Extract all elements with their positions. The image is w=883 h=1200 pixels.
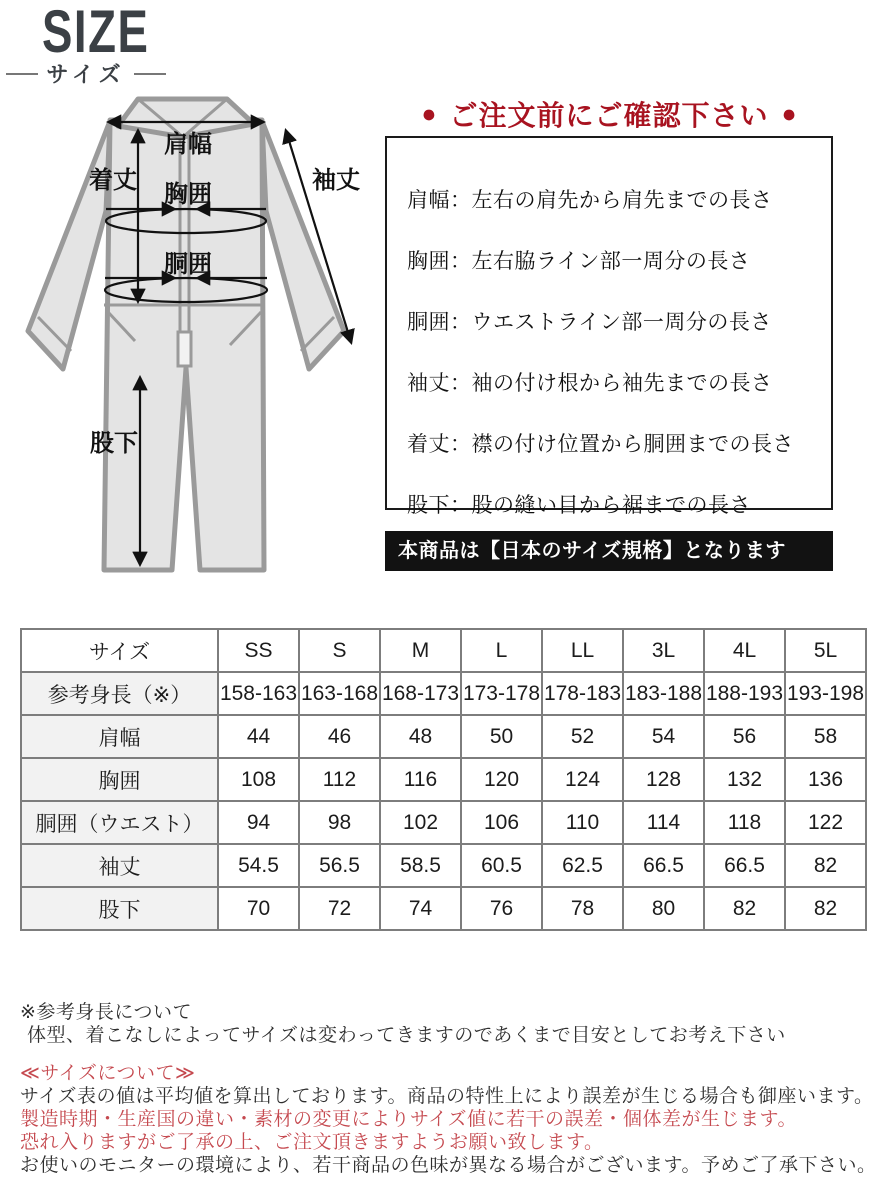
page-subtitle-label: サイズ <box>46 62 126 87</box>
page-title: SIZE <box>42 0 150 65</box>
confirm-panel-title <box>385 94 833 134</box>
size-value-cell: 122 <box>785 801 866 844</box>
note-line: サイズ表の値は平均値を算出しております。商品の特性上により誤差が生じる場合も御座います。 <box>20 1086 874 1107</box>
subtitle-dash-left <box>6 73 38 75</box>
size-value-cell: 56.5 <box>299 844 380 887</box>
waist-label: 胴囲 <box>164 251 212 278</box>
garment-diagram <box>18 85 383 605</box>
size-value-cell: 112 <box>299 758 380 801</box>
size-column-header: SS <box>218 629 299 672</box>
size-value-cell: 108 <box>218 758 299 801</box>
size-value-cell: 183-188 <box>623 672 704 715</box>
row-label: 袖丈 <box>21 844 218 887</box>
size-value-cell: 168-173 <box>380 672 461 715</box>
row-label: 股下 <box>21 887 218 930</box>
size-value-cell: 62.5 <box>542 844 623 887</box>
definition-shoulder: 肩幅：左右の肩先から肩先までの長さ <box>407 189 773 212</box>
size-value-cell: 58.5 <box>380 844 461 887</box>
size-value-cell: 76 <box>461 887 542 930</box>
size-value-cell: 178-183 <box>542 672 623 715</box>
table-corner-header: サイズ <box>21 629 218 672</box>
size-value-cell: 50 <box>461 715 542 758</box>
size-column-header: L <box>461 629 542 672</box>
row-label: 胸囲 <box>21 758 218 801</box>
row-label: 胴囲（ウエスト） <box>21 801 218 844</box>
size-value-cell: 74 <box>380 887 461 930</box>
inseam-label: 股下 <box>90 430 138 457</box>
size-value-cell: 114 <box>623 801 704 844</box>
size-column-header: 3L <box>623 629 704 672</box>
size-value-cell: 102 <box>380 801 461 844</box>
size-value-cell: 173-178 <box>461 672 542 715</box>
size-value-cell: 52 <box>542 715 623 758</box>
size-value-cell: 132 <box>704 758 785 801</box>
size-value-cell: 80 <box>623 887 704 930</box>
size-value-cell: 58 <box>785 715 866 758</box>
size-value-cell: 136 <box>785 758 866 801</box>
size-value-cell: 106 <box>461 801 542 844</box>
size-value-cell: 110 <box>542 801 623 844</box>
size-table <box>20 628 867 931</box>
subtitle-dash-right <box>134 73 166 75</box>
size-value-cell: 120 <box>461 758 542 801</box>
row-label: 参考身長（※） <box>21 672 218 715</box>
note-line: 恐れ入りますがご了承の上、ご注文頂きますようお願い致します。 <box>20 1132 604 1153</box>
row-label: 肩幅 <box>21 715 218 758</box>
size-value-cell: 188-193 <box>704 672 785 715</box>
size-column-header: LL <box>542 629 623 672</box>
size-value-cell: 163-168 <box>299 672 380 715</box>
size-value-cell: 44 <box>218 715 299 758</box>
size-value-cell: 54.5 <box>218 844 299 887</box>
notes <box>20 1001 880 1177</box>
size-value-cell: 128 <box>623 758 704 801</box>
note-line: 製造時期・生産国の違い・素材の変更によりサイズ値に若干の誤差・個体差が生じます。 <box>20 1109 797 1130</box>
size-column-header: 4L <box>704 629 785 672</box>
size-value-cell: 82 <box>785 887 866 930</box>
shoulder-width-label: 肩幅 <box>164 131 212 158</box>
zipper-end <box>178 332 191 366</box>
right-sleeve <box>262 121 344 369</box>
chest-label: 胸囲 <box>164 181 212 208</box>
red-bullet-left-icon: ● <box>421 99 437 128</box>
size-value-cell: 193-198 <box>785 672 866 715</box>
size-value-cell: 70 <box>218 887 299 930</box>
note-line: ※参考身長について <box>20 1002 193 1023</box>
definition-inseam: 股下：股の縫い目から裾までの長さ <box>407 494 751 517</box>
size-value-cell: 46 <box>299 715 380 758</box>
size-value-cell: 118 <box>704 801 785 844</box>
size-value-cell: 82 <box>704 887 785 930</box>
size-value-cell: 158-163 <box>218 672 299 715</box>
size-value-cell: 78 <box>542 887 623 930</box>
confirm-title-text: ご注文前にご確認下さい <box>449 100 769 131</box>
definition-waist: 胴囲：ウエストライン部一周分の長さ <box>407 311 772 334</box>
left-sleeve <box>28 121 110 369</box>
definition-length: 着丈：襟の付け位置から胴囲までの長さ <box>407 433 794 456</box>
red-bullet-right-icon: ● <box>781 99 797 128</box>
size-value-cell: 98 <box>299 801 380 844</box>
definition-sleeve: 袖丈：袖の付け根から袖先までの長さ <box>407 372 773 395</box>
size-value-cell: 56 <box>704 715 785 758</box>
size-value-cell: 60.5 <box>461 844 542 887</box>
note-line: 体型、着こなしによってサイズは変わってきますのであくまで目安としてお考え下さい <box>27 1025 786 1046</box>
size-value-cell: 72 <box>299 887 380 930</box>
size-value-cell: 124 <box>542 758 623 801</box>
size-value-cell: 66.5 <box>623 844 704 887</box>
body-length-label: 着丈 <box>89 167 137 194</box>
sleeve-length-label: 袖丈 <box>312 167 360 194</box>
note-line: お使いのモニターの環境により、若干商品の色味が異なる場合がございます。予めご了承下さい。 <box>20 1155 877 1176</box>
size-column-header: 5L <box>785 629 866 672</box>
size-column-header: S <box>299 629 380 672</box>
size-value-cell: 54 <box>623 715 704 758</box>
size-value-cell: 66.5 <box>704 844 785 887</box>
size-column-header: M <box>380 629 461 672</box>
size-value-cell: 48 <box>380 715 461 758</box>
japan-standard-bar: 本商品は【日本のサイズ規格】となります <box>385 531 833 571</box>
size-value-cell: 82 <box>785 844 866 887</box>
definition-chest: 胸囲：左右脇ライン部一周分の長さ <box>407 250 751 273</box>
measurement-definitions-box <box>385 136 833 517</box>
size-value-cell: 116 <box>380 758 461 801</box>
note-line: ≪サイズについて≫ <box>20 1063 196 1084</box>
size-value-cell: 94 <box>218 801 299 844</box>
